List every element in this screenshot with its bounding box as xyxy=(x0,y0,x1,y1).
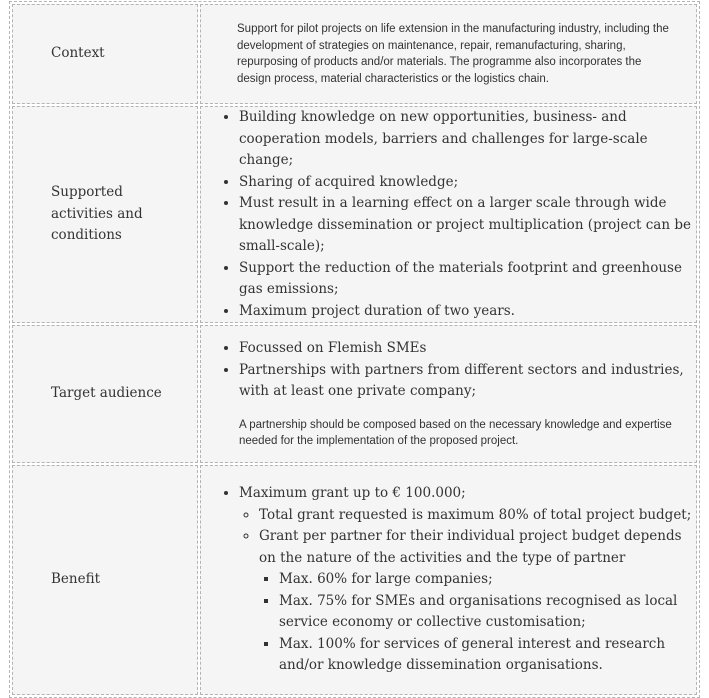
row-label-activities: Supported activities and conditions xyxy=(12,106,198,323)
context-text: Support for pilot projects on life extension in the manufacturing industry, including the development of strategies on maintenance, repair, remanufacturing, sharing, repurposing of products and/or materials. The programme also incorporates the design process, material characteristics or the logistics chain. xyxy=(237,23,669,85)
list-item: ▪ Max. 100% for services of general interest and research and/or knowledge dissemination organisations. xyxy=(279,634,692,677)
info-table xyxy=(9,1,700,698)
list-item: ▪ Max. 60% for large companies; xyxy=(279,569,692,591)
list-item xyxy=(259,526,692,677)
list-item: • Must result in a learning effect on a larger scale through wide knowledge dissemination or project multiplication (project can be small-scale); xyxy=(239,193,692,258)
row-content-context xyxy=(200,4,697,104)
list-item: ▪ Max. 75% for SMEs and organisations recognised as local service economy or collective customisation; xyxy=(279,591,692,634)
benefit-subsublist xyxy=(259,569,692,677)
row-content-benefit xyxy=(200,465,697,695)
row-label-audience: Target audience xyxy=(12,325,198,463)
benefit-list xyxy=(223,483,692,677)
row-label-context: Context xyxy=(12,4,198,104)
table-row-activities xyxy=(12,106,697,323)
list-item xyxy=(239,483,692,677)
audience-list xyxy=(223,338,692,403)
benefit-main: Maximum grant up to € 100.000; xyxy=(239,485,466,502)
list-item: • Building knowledge on new opportunities, business- and cooperation models, barriers and challenges for large-scale change; xyxy=(239,107,692,172)
benefit-sublist xyxy=(239,505,692,677)
row-label-benefit: Benefit xyxy=(12,465,198,695)
list-item: • Sharing of acquired knowledge; xyxy=(239,172,692,194)
list-item: • Focussed on Flemish SMEs xyxy=(239,338,692,360)
row-content-audience xyxy=(200,325,697,463)
benefit-sub2: Grant per partner for their individual project budget depends on the nature of the activities and the type of partner xyxy=(259,528,682,566)
audience-note: A partnership should be composed based on the necessary knowledge and expertise needed for the implementation of the proposed project. xyxy=(239,418,672,448)
row-content-activities xyxy=(200,106,697,323)
table-row-benefit xyxy=(12,465,697,695)
list-item: • Partnerships with partners from different sectors and industries, with at least one private company; xyxy=(239,360,692,403)
list-item: • Maximum project duration of two years. xyxy=(239,301,692,323)
table-row-context xyxy=(12,4,697,104)
list-item: • Support the reduction of the materials footprint and greenhouse gas emissions; xyxy=(239,258,692,301)
table-row-audience xyxy=(12,325,697,463)
activities-list xyxy=(223,107,692,322)
list-item: ◦ Total grant requested is maximum 80% of total project budget; xyxy=(259,505,692,527)
